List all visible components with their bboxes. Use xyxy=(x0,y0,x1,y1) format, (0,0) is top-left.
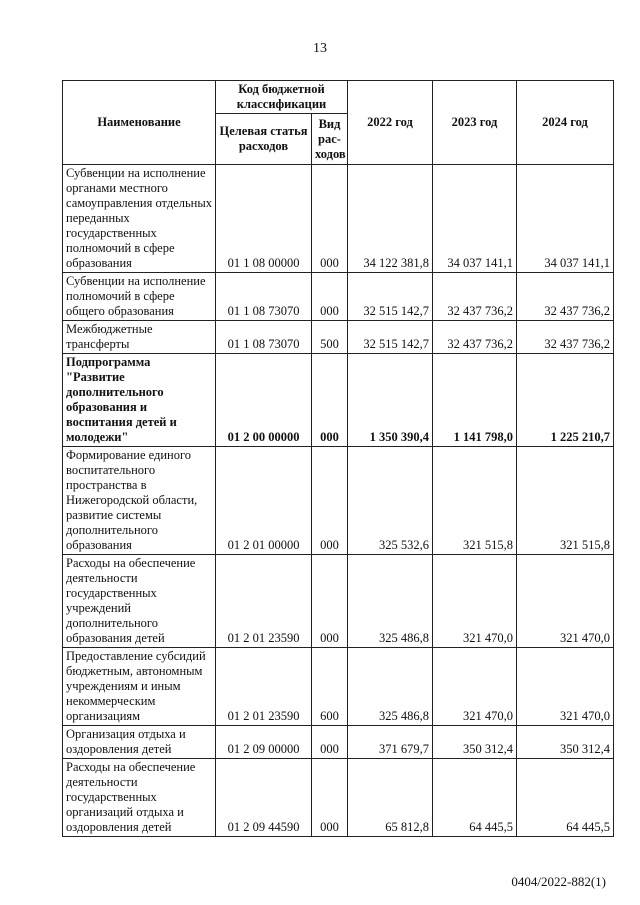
row-value-2022: 325 486,8 xyxy=(348,648,433,726)
row-name: Формирование единого воспитательного пространства в Нижегородской области, развитие системы дополнительного образования xyxy=(63,447,216,555)
row-target-code: 01 2 09 00000 xyxy=(216,726,312,759)
table-row xyxy=(63,726,614,759)
row-value-2023: 32 437 736,2 xyxy=(433,321,517,354)
row-value-2022: 1 350 390,4 xyxy=(348,354,433,447)
row-value-2023: 321 470,0 xyxy=(433,648,517,726)
row-name: Расходы на обеспечение деятельности государственных организаций отдыха и оздоровления детей xyxy=(63,759,216,837)
row-target-code: 01 1 08 73070 xyxy=(216,321,312,354)
row-target-code: 01 2 01 23590 xyxy=(216,648,312,726)
row-target-code: 01 1 08 73070 xyxy=(216,273,312,321)
row-value-2022: 34 122 381,8 xyxy=(348,165,433,273)
row-target-code: 01 2 00 00000 xyxy=(216,354,312,447)
row-target-code: 01 2 01 23590 xyxy=(216,555,312,648)
row-value-2023: 34 037 141,1 xyxy=(433,165,517,273)
row-value-2024: 1 225 210,7 xyxy=(517,354,614,447)
header-2023: 2023 год xyxy=(433,81,517,165)
row-kind-code: 600 xyxy=(312,648,348,726)
row-value-2024: 34 037 141,1 xyxy=(517,165,614,273)
table-row xyxy=(63,648,614,726)
header-target: Целевая статья расходов xyxy=(216,114,312,165)
row-name: Субвенции на исполнение органами местного самоуправления отдельных переданных государственных полномочий в сфере образования xyxy=(63,165,216,273)
header-name: Наименование xyxy=(63,81,216,165)
row-name: Межбюджетные трансферты xyxy=(63,321,216,354)
table-row xyxy=(63,321,614,354)
header-kind: Вид рас-ходов xyxy=(312,114,348,165)
row-value-2024: 32 437 736,2 xyxy=(517,321,614,354)
row-value-2023: 350 312,4 xyxy=(433,726,517,759)
row-kind-code: 000 xyxy=(312,165,348,273)
row-name: Субвенции на исполнение полномочий в сфере общего образования xyxy=(63,273,216,321)
row-name: Организация отдыха и оздоровления детей xyxy=(63,726,216,759)
row-value-2022: 371 679,7 xyxy=(348,726,433,759)
row-value-2024: 321 470,0 xyxy=(517,648,614,726)
row-value-2024: 350 312,4 xyxy=(517,726,614,759)
table-row xyxy=(63,165,614,273)
row-name: Расходы на обеспечение деятельности государственных учреждений дополнительного образования детей xyxy=(63,555,216,648)
budget-table xyxy=(62,80,614,837)
row-kind-code: 000 xyxy=(312,354,348,447)
page-number: 13 xyxy=(313,41,327,56)
row-value-2023: 321 470,0 xyxy=(433,555,517,648)
row-name: Подпрограмма "Развитие дополнительного образования и воспитания детей и молодежи" xyxy=(63,354,216,447)
row-value-2024: 321 470,0 xyxy=(517,555,614,648)
header-2024: 2024 год xyxy=(517,81,614,165)
row-value-2022: 65 812,8 xyxy=(348,759,433,837)
row-name: Предоставление субсидий бюджетным, автономным учреждениям и иным некоммерческим организациям xyxy=(63,648,216,726)
header-code-group: Код бюджетной классификации xyxy=(216,81,348,114)
row-target-code: 01 2 01 00000 xyxy=(216,447,312,555)
row-value-2022: 32 515 142,7 xyxy=(348,321,433,354)
row-kind-code: 000 xyxy=(312,555,348,648)
row-value-2022: 32 515 142,7 xyxy=(348,273,433,321)
table-row xyxy=(63,555,614,648)
row-value-2023: 1 141 798,0 xyxy=(433,354,517,447)
row-value-2022: 325 486,8 xyxy=(348,555,433,648)
row-value-2023: 64 445,5 xyxy=(433,759,517,837)
row-kind-code: 500 xyxy=(312,321,348,354)
row-kind-code: 000 xyxy=(312,726,348,759)
table-row xyxy=(63,273,614,321)
row-value-2023: 32 437 736,2 xyxy=(433,273,517,321)
row-kind-code: 000 xyxy=(312,759,348,837)
row-kind-code: 000 xyxy=(312,447,348,555)
table-row xyxy=(63,354,614,447)
row-value-2024: 64 445,5 xyxy=(517,759,614,837)
row-target-code: 01 1 08 00000 xyxy=(216,165,312,273)
table-row xyxy=(63,447,614,555)
row-value-2024: 321 515,8 xyxy=(517,447,614,555)
header-2022: 2022 год xyxy=(348,81,433,165)
document-reference: 0404/2022-882(1) xyxy=(511,874,606,889)
row-value-2022: 325 532,6 xyxy=(348,447,433,555)
row-kind-code: 000 xyxy=(312,273,348,321)
row-target-code: 01 2 09 44590 xyxy=(216,759,312,837)
table-row xyxy=(63,759,614,837)
row-value-2023: 321 515,8 xyxy=(433,447,517,555)
row-value-2024: 32 437 736,2 xyxy=(517,273,614,321)
